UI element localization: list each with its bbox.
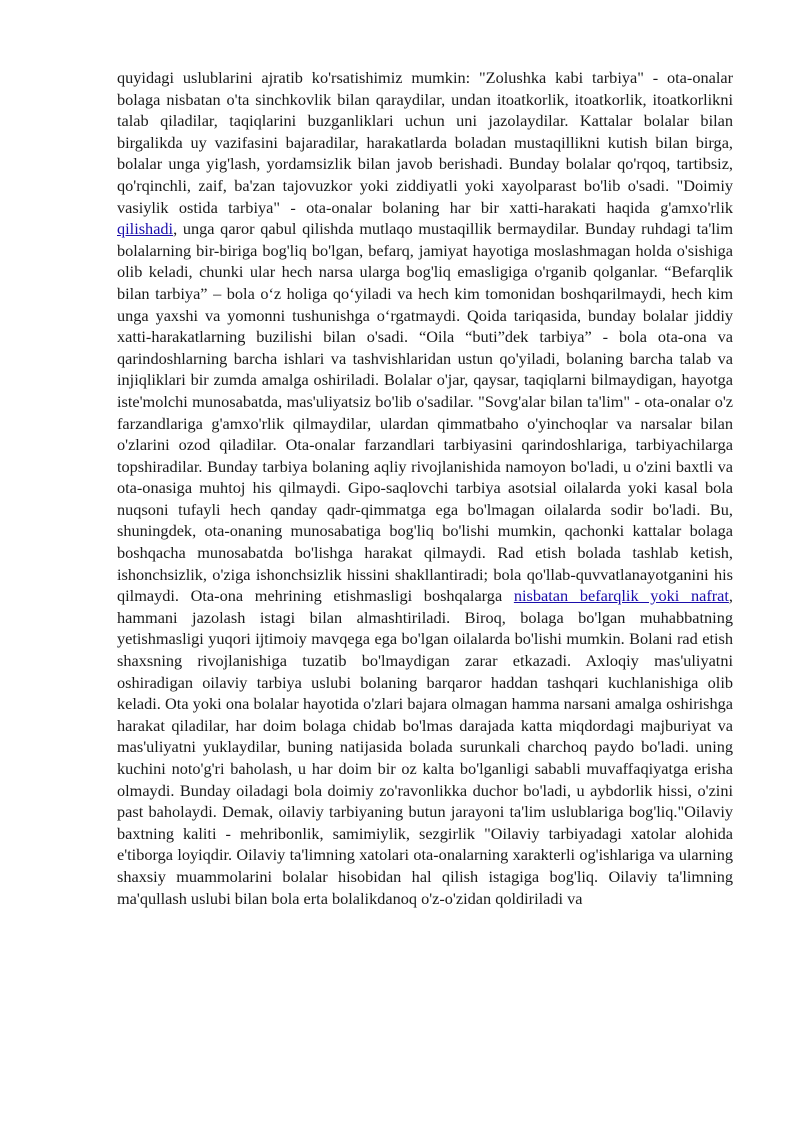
body-paragraph [117,67,733,909]
text-segment: , unga qaror qabul qilishda mutlaqo mustaqillik bermaydilar. Bunday ruhdagi ta'lim bolalarning bir-biriga bog'liq bo'lgan, befarq, jamiyat hayotiga moslashmagan holda o'sishiga olib keladi, chunki ular hech narsa ularga bog'liq emasligiga o'rganib qolganlar. “Befarqlik bilan tarbiya” – bola o‘z holiga qo‘yiladi va hech kim tomonidan boshqarilmaydi, hech kim unga yaxshi va yomonni tushunishga o‘rgatmaydi. Qoida tariqasida, bunday bolalar jiddiy xatti-harakatlarning buzilishi bilan o'sadi. “Oila “buti”dek tarbiya” - bola ota-ona va qarindoshlarning barcha ishlari va tashvishlaridan ustun qo'yiladi, bolaning barcha talab va injiqliklari bir zumda amalga oshiriladi. Bolalar o'jar, qaysar, taqiqlarni bilmaydigan, hayotga iste'molchi munosabatda, mas'uliyatsiz bo'lib o'sadilar. "Sovg'alar bilan ta'lim" - ota-onalar o'z farzandlariga g'amxo'rlik qilmaydilar, ulardan qimmatbaho o'yinchoqlar va narsalar bilan o'zlarini ozod qiladilar. Ota-onalar farzandlari tarbiyasini qarindoshlariga, tarbiyachilarga topshiradilar. Bunday tarbiya bolaning aqliy rivojlanishida namoyon bo'ladi, u o'zini baxtli va ota-onasiga muhtoj his qilmaydi. Gipo-saqlovchi tarbiya asotsial oilalarda yoki kasal bola nuqsoni tufayli hech qanday qadr-qimmatga ega bo'lmagan oilalarda sodir bo'ladi. Bu, shuningdek, ota-onaning munosabatiga bog'liq bo'lishi mumkin, qachonki kattalar bolaga boshqacha munosabatda bo'lishga harakat qilmaydi. Rad etish bolada tashlab ketish, ishonchsizlik, o'ziga ishonchsizlik hissini shakllantiradi; bola qo'llab-quvvatlanayotganini his qilmaydi. Ota-ona mehrining etishmasligi boshqalarga [117,219,733,606]
document-page [117,67,733,909]
text-segment: quyidagi uslublarini ajratib ko'rsatishimiz mumkin: "Zolushka kabi tarbiya" - ota-onalar bolaga nisbatan o'ta sinchkovlik bilan qaraydilar, undan itoatkorlik, itoatkorlik, itoatkorlikni talab qiladilar, taqiqlarini buzganliklari uchun uni jazolaydilar. Kattalar bolalar bilan birgalikda uy vazifasini bajaradilar, harakatlarda boladan mustaqillikni kutish bilan birga, bolalar unga yig'lash, yordamsizlik bilan javob berishadi. Bunday bolalar qo'rqoq, tartibsiz, qo'rqinchli, zaif, ba'zan tajovuzkor yoki ziddiyatli yoki xayolparast bo'lib o'sadi. "Doimiy vasiylik ostida tarbiya" - ota-onalar bolaning har bir xatti-harakati haqida g'amxo'rlik [117,68,733,217]
link-nisbatan-befarqlik-yoki-nafrat[interactable]: nisbatan befarqlik yoki nafrat [513,586,729,606]
text-segment: , hammani jazolash istagi bilan almashtiriladi. Biroq, bolaga bo'lgan muhabbatning yetishmasligi yuqori ijtimoiy mavqega ega bo'lgan oilalarda bo'lishi mumkin. Bolani rad etish shaxsning rivojlanishiga tuzatib bo'lmaydigan zarar etkazadi. Axloqiy mas'uliyatni oshiradigan oilaviy tarbiya uslubi bolaning barqaror haddan tashqari kuchlanishiga olib keladi. Ota yoki ona bolalar hayotida o'zlari bajara olmagan hamma narsani amalga oshirishga harakat qiladilar, har doim bolaga chidab bo'lmas darajada katta miqdordagi majburiyat va mas'uliyatni yuklaydilar, buning natijasida bolada surunkali charchoq paydo bo'ladi. uning kuchini noto'g'ri baholash, u har doim bir oz kalta bo'lganligi sababli muvaffaqiyatga erisha olmaydi. Bunday oiladagi bola doimiy zo'ravonlikka duchor bo'ladi, u aybdorlik hissi, o'zini past baholaydi. Demak, oilaviy tarbiyaning butun jarayoni ta'lim uslublariga bog'liq."Oilaviy baxtning kaliti - mehribonlik, samimiylik, sezgirlik "Oilaviy tarbiyadagi xatolar alohida e'tiborga loyiqdir. Oilaviy ta'limning xatolari ota-onalarning xarakterli og'ishlariga va ularning shaxsiy muammolarini bolalar hisobidan hal qilish istagiga bog'liq. Oilaviy ta'limning ma'qullash uslubi bilan bola erta bolalikdanoq o'z-o'zidan qoldiriladi va [117,586,733,908]
link-qilishadi[interactable]: qilishadi [117,219,174,239]
